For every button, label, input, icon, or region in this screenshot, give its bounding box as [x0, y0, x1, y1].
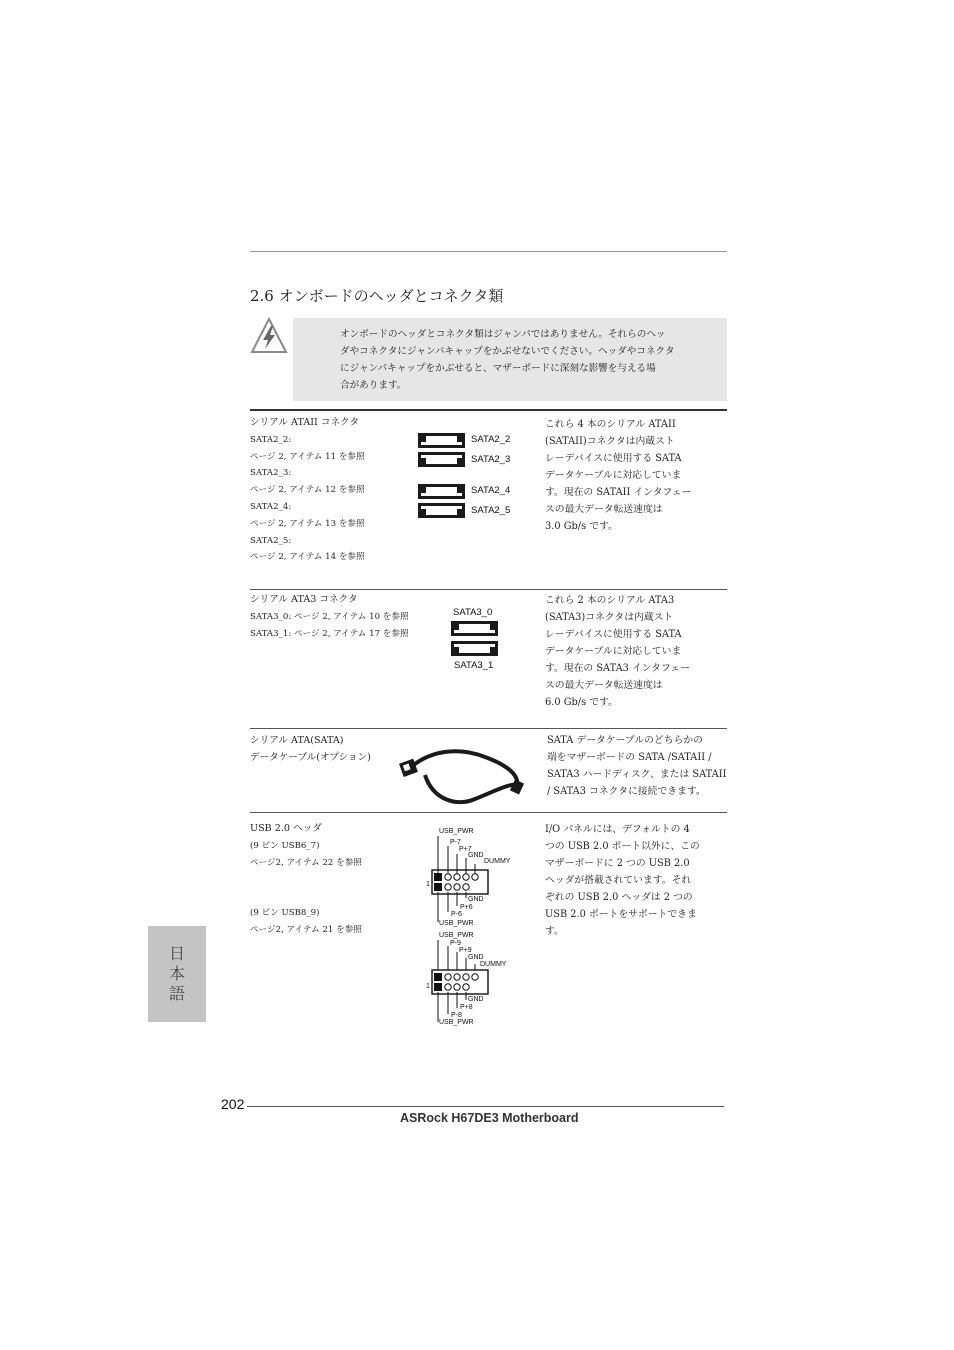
sata2-line: SATA2_5: [250, 535, 292, 546]
desc-line: スの最大データ転送速度は [545, 504, 663, 515]
desc-line: す。 [545, 926, 564, 937]
desc-line: レーデバイスに使用する SATA [545, 453, 682, 464]
desc-line: 6.0 Gb/s です。 [545, 697, 618, 708]
desc-line: スの最大データ転送速度は [545, 680, 663, 691]
port-label: SATA2_3 [471, 454, 511, 465]
section-divider [250, 812, 727, 813]
desc-line: (SATAII)コネクタは内蔵スト [545, 436, 675, 447]
usb-pins: (9 ピン USB8_9) [250, 908, 320, 918]
desc-line: ヘッダが搭載されています。それ [545, 875, 692, 886]
sata3-line: SATA3_0: ページ 2, アイテム 10 を参照 [250, 611, 409, 622]
pin-label: GND [468, 852, 484, 859]
desc-line: これら 2 本のシリアル ATA3 [545, 595, 675, 606]
port-label: SATA2_4 [471, 485, 511, 496]
pin-label: P+6 [460, 904, 473, 911]
port-label: SATA2_5 [471, 505, 511, 516]
sata3-left-text [250, 592, 450, 642]
desc-line: す。現在の SATA3 インタフェー [545, 663, 690, 674]
desc-line: 3.0 Gb/s です。 [545, 521, 618, 532]
desc-line: SATA データケーブルのどちらかの [547, 735, 703, 746]
usb-pins: (9 ピン USB6_7) [250, 840, 320, 851]
sata-port-diagram [418, 484, 465, 499]
pin-label: P+9 [459, 947, 472, 954]
sata2-line: SATA2_3: [250, 468, 292, 479]
page-number: 202 [221, 1096, 245, 1112]
desc-line: I/O パネルには、デフォルトの 4 [545, 824, 690, 835]
section-divider [250, 728, 727, 729]
pin-label: DUMMY [480, 961, 507, 968]
warning-icon [249, 316, 289, 356]
port-label: SATA2_2 [471, 434, 511, 445]
section-divider [250, 589, 727, 590]
sata2-line: SATA2_2: [250, 434, 292, 445]
sata2-line: SATA2_4: [250, 501, 292, 512]
usb-header-diagram [424, 930, 514, 1034]
caution-line: にジャンパキャップをかぶせると、マザーボードに深刻な影響を与える場 [340, 363, 656, 374]
sata2-left-text [250, 415, 430, 566]
top-rule [250, 251, 727, 252]
pin-label: GND [468, 996, 484, 1003]
language-label: 日本語 [169, 944, 186, 1003]
desc-line: データケーブルに対応していま [545, 470, 682, 481]
caution-line: ダやコネクタにジャンパキャップをかぶせないでください。ヘッダやコネクタ [340, 346, 675, 357]
desc-line: 端をマザーボードの SATA /SATAII / [547, 752, 712, 763]
desc-line: マザーボードに 2 つの USB 2.0 [545, 858, 690, 869]
sata3-description [545, 592, 727, 711]
pin-label: P+8 [460, 1004, 473, 1011]
sata2-line: ページ 2, アイテム 14 を参照 [250, 552, 365, 563]
port-label: SATA3_0 [453, 607, 493, 618]
pin-label: GND [468, 954, 484, 961]
cable-subheading: データケーブル(オプション) [250, 751, 371, 763]
pin-label: USB_PWR [439, 920, 474, 927]
sata3-heading: シリアル ATA3 コネクタ [250, 594, 358, 605]
pin-label: P-9 [450, 940, 461, 947]
port-label: SATA3_1 [454, 660, 494, 671]
desc-line: データケーブルに対応していま [545, 646, 682, 657]
sata2-line: ページ 2, アイテム 13 を参照 [250, 518, 365, 529]
pin-label: P-8 [451, 1012, 462, 1019]
pin-label: DUMMY [484, 858, 511, 865]
footer-rule [247, 1106, 724, 1107]
desc-line: SATA3 ハードディスク、または SATAII [547, 769, 727, 780]
caution-line: 合があります。 [340, 380, 407, 391]
desc-line: (SATA3)コネクタは内蔵スト [545, 612, 674, 623]
sata-port-diagram [418, 433, 465, 448]
caution-box [293, 318, 727, 401]
sata-port-diagram [418, 503, 465, 518]
pin-label: P+7 [459, 846, 472, 853]
pin-label: USB_PWR [439, 828, 474, 835]
caution-line: オンボードのヘッダとコネクタ類はジャンパではありません。それらのヘッ [340, 329, 666, 340]
usb-description [545, 821, 727, 940]
desc-line: す。現在の SATAII インタフェー [545, 487, 692, 498]
desc-line: つの USB 2.0 ポート以外に、この [545, 841, 700, 852]
sata-port-diagram [451, 641, 498, 656]
sata3-line: SATA3_1: ページ 2, アイテム 17 を参照 [250, 628, 409, 639]
desc-line: レーデバイスに使用する SATA [545, 629, 682, 640]
sata2-line: ページ 2, アイテム 12 を参照 [250, 485, 365, 496]
pin-label: 1 [426, 881, 430, 888]
desc-line: これら 4 本のシリアル ATAII [545, 419, 676, 430]
cable-description [547, 732, 737, 800]
sata2-description [545, 416, 727, 535]
usb-ref: ページ2, アイテム 21 を参照 [250, 924, 362, 935]
usb-heading: USB 2.0 ヘッダ [250, 823, 322, 834]
sata-cable-image [395, 745, 530, 807]
pin-label: USB_PWR [439, 1019, 474, 1026]
sata2-line: ページ 2, アイテム 11 を参照 [250, 451, 365, 462]
usb-left-text-2 [250, 905, 410, 939]
section-title: 2.6 オンボードのヘッダとコネクタ類 [250, 287, 504, 305]
desc-line: / SATA3 コネクタに接続できます。 [547, 786, 706, 797]
desc-line: USB 2.0 ポートをサポートできま [545, 909, 697, 920]
sata-port-diagram [418, 452, 465, 467]
pin-label: P-6 [451, 911, 462, 918]
pin-label: 1 [426, 983, 430, 990]
section-divider [250, 409, 727, 411]
cable-heading: シリアル ATA(SATA) [250, 735, 344, 746]
cable-left-text [250, 733, 400, 767]
pin-label: P-7 [450, 839, 461, 846]
sata2-heading: シリアル ATAII コネクタ [250, 417, 360, 428]
usb-ref: ページ2, アイテム 22 を参照 [250, 857, 362, 868]
language-side-tab [148, 926, 206, 1022]
usb-left-text-1 [250, 821, 410, 871]
desc-line: ぞれの USB 2.0 ヘッダは 2 つの [545, 892, 693, 903]
sata-port-diagram [451, 621, 498, 636]
usb-header-diagram [424, 826, 514, 930]
footer-text: ASRock H67DE3 Motherboard [400, 1111, 579, 1125]
pin-label: USB_PWR [439, 932, 474, 939]
caution-text [340, 326, 712, 394]
pin-label: GND [468, 896, 484, 903]
